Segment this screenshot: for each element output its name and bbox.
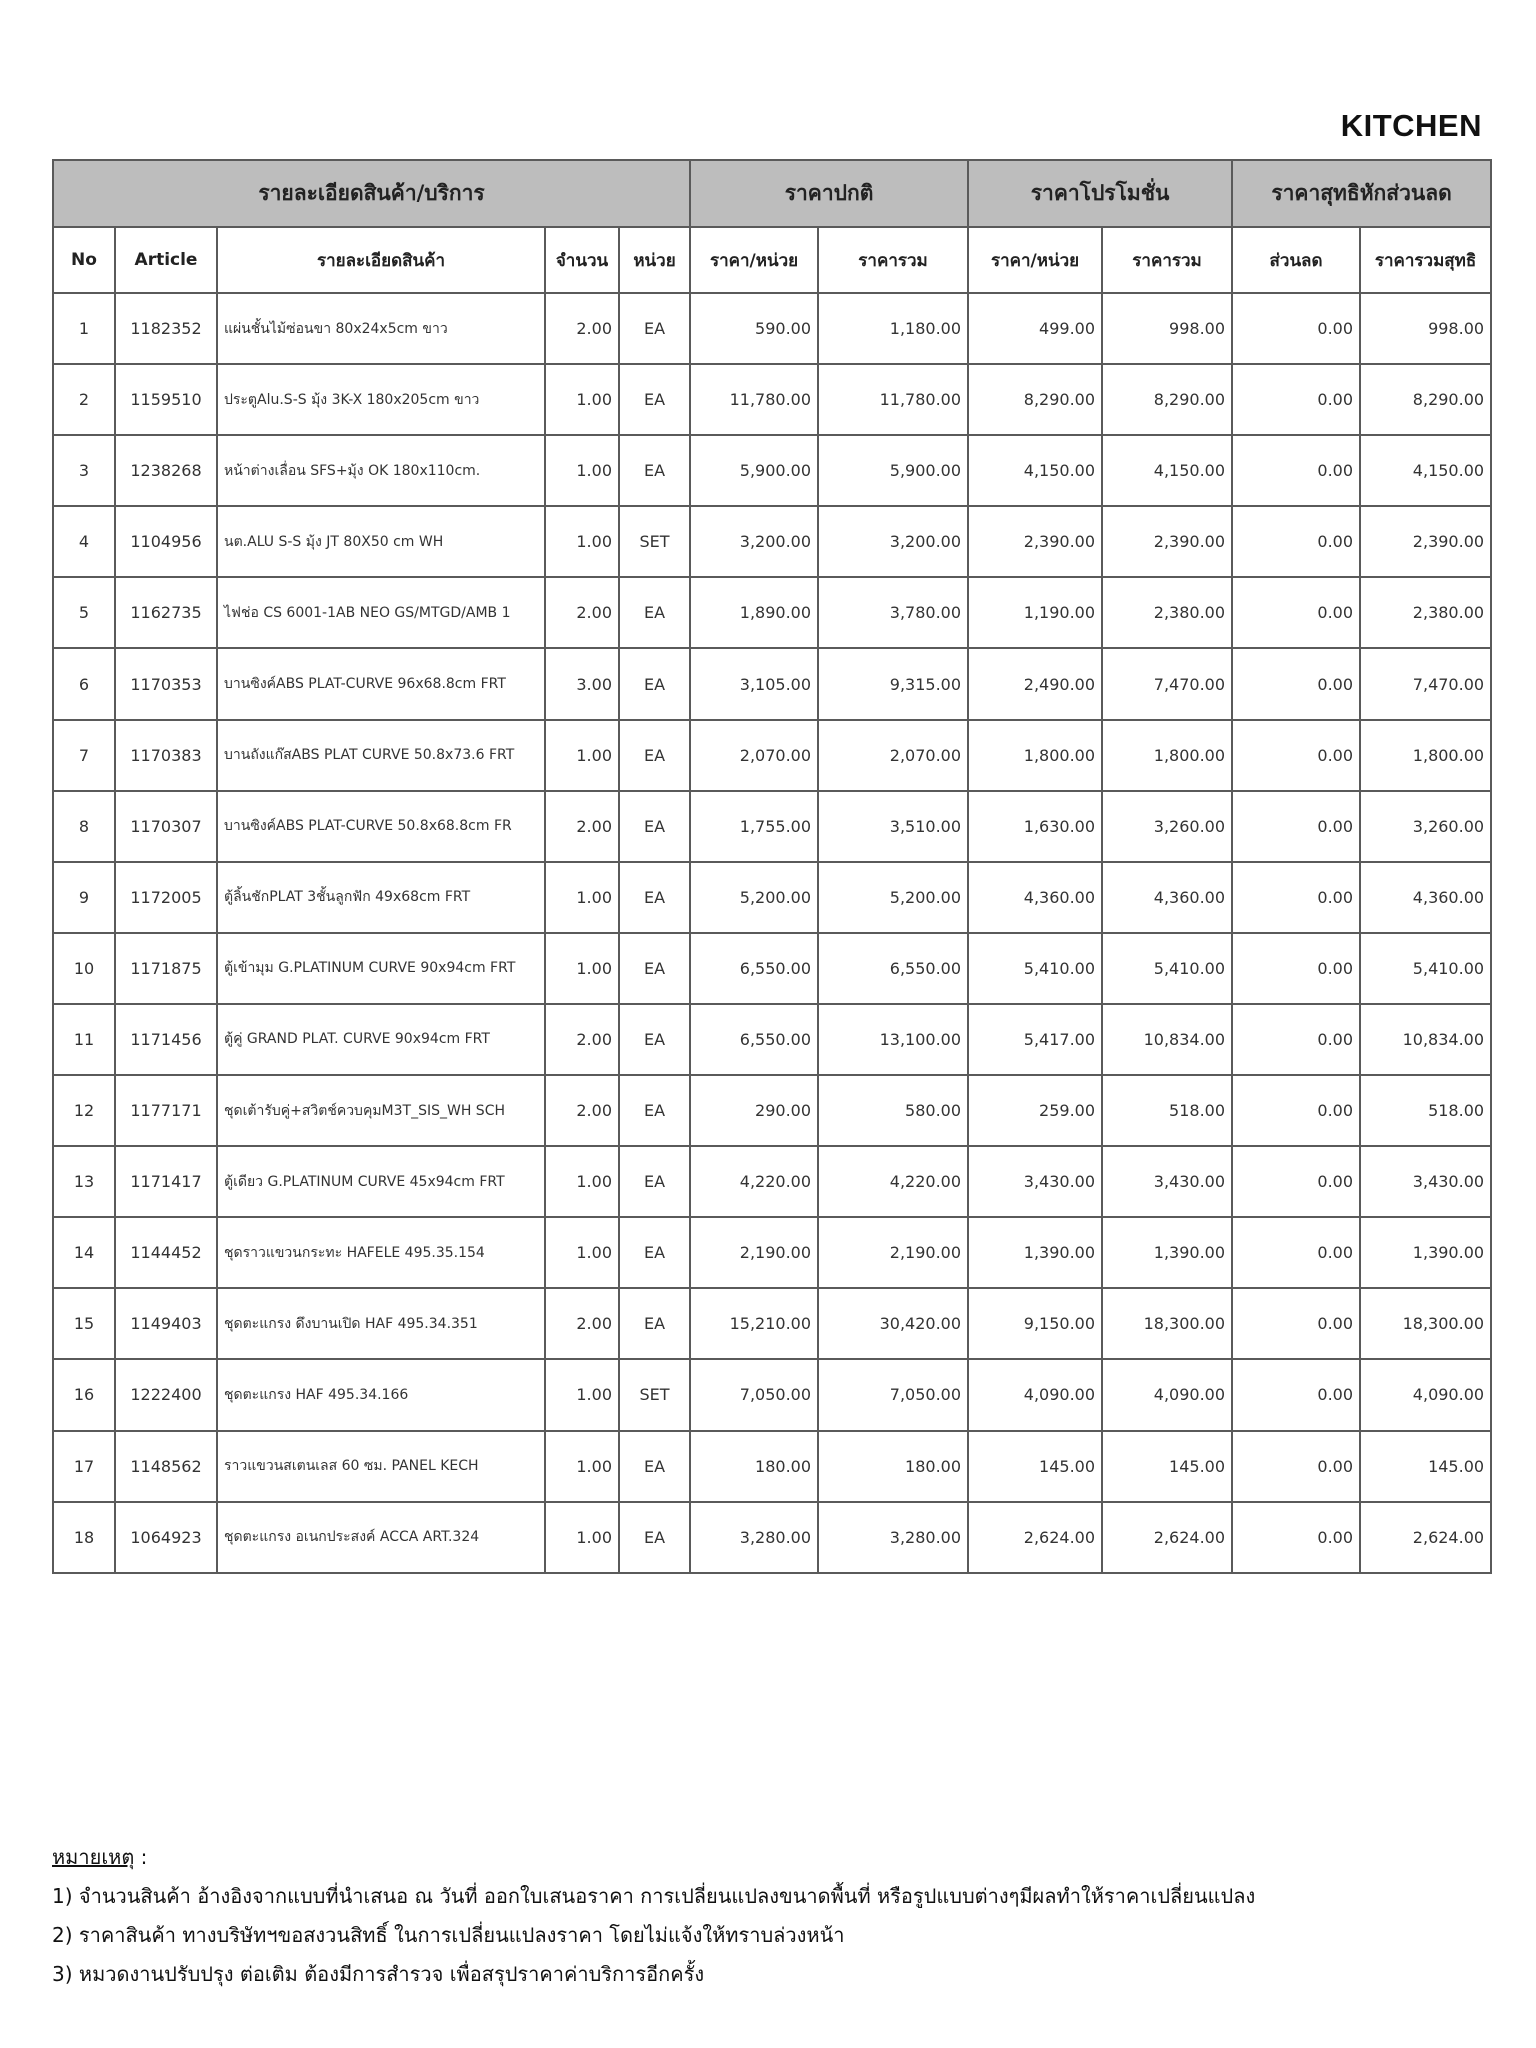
- cell-no: 15: [53, 1288, 115, 1359]
- header-group-details: รายละเอียดสินค้า/บริการ: [53, 160, 690, 227]
- cell-qty: 1.00: [545, 435, 619, 506]
- cell-promo-total: 2,380.00: [1102, 577, 1232, 648]
- cell-normal-total: 30,420.00: [818, 1288, 968, 1359]
- cell-promo-unit-price: 4,150.00: [968, 435, 1102, 506]
- table-row: [53, 1502, 1491, 1573]
- cell-normal-total: 7,050.00: [818, 1359, 968, 1430]
- cell-qty: 3.00: [545, 648, 619, 719]
- cell-promo-unit-price: 2,624.00: [968, 1502, 1102, 1573]
- cell-no: 13: [53, 1146, 115, 1217]
- table-row: [53, 435, 1491, 506]
- cell-article: 1144452: [115, 1217, 217, 1288]
- cell-article: 1149403: [115, 1288, 217, 1359]
- cell-description: นต.ALU S-S มุ้ง JT 80X50 cm WH: [217, 506, 545, 577]
- note-item-3: 3) หมวดงานปรับปรุง ต่อเติม ต้องมีการสำรวจ เพื่อสรุปราคาค่าบริการอีกครั้ง: [52, 1962, 705, 1986]
- cell-normal-total: 3,280.00: [818, 1502, 968, 1573]
- cell-promo-total: 1,390.00: [1102, 1217, 1232, 1288]
- cell-article: 1171875: [115, 933, 217, 1004]
- cell-normal-total: 3,200.00: [818, 506, 968, 577]
- col-header-qty: จำนวน: [545, 227, 619, 293]
- cell-description: ตู้เข้ามุม G.PLATINUM CURVE 90x94cm FRT: [217, 933, 545, 1004]
- col-header-normal-unit-price: ราคา/หน่วย: [690, 227, 818, 293]
- cell-promo-total: 1,800.00: [1102, 720, 1232, 791]
- note-item-2: 2) ราคาสินค้า ทางบริษัทฯขอสงวนสิทธิ์ ในการเปลี่ยนแปลงราคา โดยไม่แจ้งให้ทราบล่วงหน้า: [52, 1923, 845, 1947]
- header-group-normal-price: ราคาปกติ: [690, 160, 968, 227]
- cell-normal-total: 2,190.00: [818, 1217, 968, 1288]
- cell-promo-total: 4,360.00: [1102, 862, 1232, 933]
- table-row: [53, 1217, 1491, 1288]
- cell-net-total: 1,800.00: [1360, 720, 1491, 791]
- cell-unit: EA: [619, 293, 690, 364]
- cell-net-total: 7,470.00: [1360, 648, 1491, 719]
- cell-description: ชุดตะแกรง ดึงบานเปิด HAF 495.34.351: [217, 1288, 545, 1359]
- cell-normal-unit-price: 11,780.00: [690, 364, 818, 435]
- col-header-promo-unit-price: ราคา/หน่วย: [968, 227, 1102, 293]
- notes-colon: :: [134, 1845, 148, 1869]
- cell-article: 1162735: [115, 577, 217, 648]
- cell-no: 12: [53, 1075, 115, 1146]
- cell-description: ไฟช่อ CS 6001-1AB NEO GS/MTGD/AMB 1: [217, 577, 545, 648]
- cell-promo-unit-price: 3,430.00: [968, 1146, 1102, 1217]
- cell-article: 1182352: [115, 293, 217, 364]
- cell-promo-unit-price: 1,390.00: [968, 1217, 1102, 1288]
- cell-qty: 1.00: [545, 720, 619, 791]
- table-row: [53, 648, 1491, 719]
- cell-normal-unit-price: 1,755.00: [690, 791, 818, 862]
- col-header-net-total: ราคารวมสุทธิ: [1360, 227, 1491, 293]
- cell-normal-unit-price: 3,200.00: [690, 506, 818, 577]
- cell-qty: 2.00: [545, 791, 619, 862]
- cell-no: 17: [53, 1431, 115, 1502]
- cell-normal-unit-price: 3,280.00: [690, 1502, 818, 1573]
- table-row: [53, 577, 1491, 648]
- table-row: [53, 506, 1491, 577]
- cell-unit: EA: [619, 648, 690, 719]
- cell-discount: 0.00: [1232, 293, 1360, 364]
- cell-net-total: 8,290.00: [1360, 364, 1491, 435]
- cell-normal-unit-price: 5,200.00: [690, 862, 818, 933]
- cell-qty: 1.00: [545, 933, 619, 1004]
- col-header-unit: หน่วย: [619, 227, 690, 293]
- cell-normal-unit-price: 4,220.00: [690, 1146, 818, 1217]
- cell-description: บานถังแก๊สABS PLAT CURVE 50.8x73.6 FRT: [217, 720, 545, 791]
- cell-promo-total: 3,260.00: [1102, 791, 1232, 862]
- cell-promo-total: 10,834.00: [1102, 1004, 1232, 1075]
- cell-discount: 0.00: [1232, 1146, 1360, 1217]
- cell-net-total: 10,834.00: [1360, 1004, 1491, 1075]
- cell-description: บานซิงค์ABS PLAT-CURVE 50.8x68.8cm FR: [217, 791, 545, 862]
- cell-normal-total: 3,510.00: [818, 791, 968, 862]
- cell-promo-unit-price: 259.00: [968, 1075, 1102, 1146]
- cell-net-total: 5,410.00: [1360, 933, 1491, 1004]
- col-header-discount: ส่วนลด: [1232, 227, 1360, 293]
- cell-net-total: 3,430.00: [1360, 1146, 1491, 1217]
- cell-article: 1172005: [115, 862, 217, 933]
- cell-promo-total: 3,430.00: [1102, 1146, 1232, 1217]
- cell-no: 11: [53, 1004, 115, 1075]
- cell-promo-unit-price: 4,360.00: [968, 862, 1102, 933]
- table-row: [53, 1288, 1491, 1359]
- cell-net-total: 4,150.00: [1360, 435, 1491, 506]
- cell-promo-unit-price: 5,410.00: [968, 933, 1102, 1004]
- cell-qty: 2.00: [545, 1075, 619, 1146]
- table-row: [53, 293, 1491, 364]
- cell-normal-unit-price: 180.00: [690, 1431, 818, 1502]
- cell-no: 6: [53, 648, 115, 719]
- cell-discount: 0.00: [1232, 862, 1360, 933]
- cell-description: ตู้คู่ GRAND PLAT. CURVE 90x94cm FRT: [217, 1004, 545, 1075]
- cell-net-total: 2,390.00: [1360, 506, 1491, 577]
- cell-article: 1177171: [115, 1075, 217, 1146]
- cell-article: 1222400: [115, 1359, 217, 1430]
- cell-discount: 0.00: [1232, 1217, 1360, 1288]
- cell-promo-total: 4,150.00: [1102, 435, 1232, 506]
- cell-qty: 1.00: [545, 1359, 619, 1430]
- cell-discount: 0.00: [1232, 1288, 1360, 1359]
- cell-qty: 2.00: [545, 293, 619, 364]
- cell-discount: 0.00: [1232, 648, 1360, 719]
- cell-description: ชุดเต้ารับคู่+สวิตช์ควบคุมM3T_SIS_WH SCH: [217, 1075, 545, 1146]
- cell-description: บานซิงค์ABS PLAT-CURVE 96x68.8cm FRT: [217, 648, 545, 719]
- table-row: [53, 933, 1491, 1004]
- cell-unit: EA: [619, 1004, 690, 1075]
- col-header-description: รายละเอียดสินค้า: [217, 227, 545, 293]
- cell-description: แผ่นชั้นไม้ซ่อนขา 80x24x5cm ขาว: [217, 293, 545, 364]
- cell-normal-total: 5,900.00: [818, 435, 968, 506]
- cell-net-total: 1,390.00: [1360, 1217, 1491, 1288]
- cell-promo-unit-price: 2,390.00: [968, 506, 1102, 577]
- cell-unit: EA: [619, 1217, 690, 1288]
- cell-promo-unit-price: 499.00: [968, 293, 1102, 364]
- header-group-row: [53, 160, 1491, 227]
- cell-promo-unit-price: 145.00: [968, 1431, 1102, 1502]
- cell-normal-unit-price: 290.00: [690, 1075, 818, 1146]
- cell-no: 5: [53, 577, 115, 648]
- cell-normal-total: 3,780.00: [818, 577, 968, 648]
- col-header-normal-total: ราคารวม: [818, 227, 968, 293]
- cell-net-total: 4,090.00: [1360, 1359, 1491, 1430]
- cell-no: 4: [53, 506, 115, 577]
- cell-normal-unit-price: 590.00: [690, 293, 818, 364]
- notes-heading: หมายเหตุ: [52, 1845, 135, 1869]
- cell-unit: EA: [619, 577, 690, 648]
- cell-description: ชุดราวแขวนกระทะ HAFELE 495.35.154: [217, 1217, 545, 1288]
- cell-normal-unit-price: 2,190.00: [690, 1217, 818, 1288]
- cell-unit: EA: [619, 1075, 690, 1146]
- table-row: [53, 1004, 1491, 1075]
- cell-unit: EA: [619, 862, 690, 933]
- cell-net-total: 145.00: [1360, 1431, 1491, 1502]
- cell-discount: 0.00: [1232, 1004, 1360, 1075]
- cell-article: 1170383: [115, 720, 217, 791]
- cell-article: 1171456: [115, 1004, 217, 1075]
- table-row: [53, 720, 1491, 791]
- cell-normal-unit-price: 6,550.00: [690, 933, 818, 1004]
- cell-qty: 1.00: [545, 1146, 619, 1217]
- cell-no: 1: [53, 293, 115, 364]
- table-row: [53, 364, 1491, 435]
- cell-promo-total: 998.00: [1102, 293, 1232, 364]
- cell-no: 18: [53, 1502, 115, 1573]
- cell-discount: 0.00: [1232, 506, 1360, 577]
- cell-normal-total: 11,780.00: [818, 364, 968, 435]
- cell-qty: 1.00: [545, 1431, 619, 1502]
- cell-normal-total: 580.00: [818, 1075, 968, 1146]
- table-row: [53, 1146, 1491, 1217]
- cell-promo-total: 2,624.00: [1102, 1502, 1232, 1573]
- table-row: [53, 862, 1491, 933]
- cell-discount: 0.00: [1232, 364, 1360, 435]
- cell-article: 1238268: [115, 435, 217, 506]
- cell-unit: SET: [619, 1359, 690, 1430]
- cell-promo-total: 8,290.00: [1102, 364, 1232, 435]
- cell-promo-unit-price: 1,190.00: [968, 577, 1102, 648]
- cell-net-total: 3,260.00: [1360, 791, 1491, 862]
- cell-description: ตู้ลิ้นชักPLAT 3ชั้นลูกฟัก 49x68cm FRT: [217, 862, 545, 933]
- cell-normal-total: 9,315.00: [818, 648, 968, 719]
- cell-article: 1171417: [115, 1146, 217, 1217]
- cell-no: 16: [53, 1359, 115, 1430]
- cell-normal-total: 1,180.00: [818, 293, 968, 364]
- cell-no: 2: [53, 364, 115, 435]
- cell-promo-unit-price: 8,290.00: [968, 364, 1102, 435]
- cell-normal-total: 180.00: [818, 1431, 968, 1502]
- cell-unit: EA: [619, 1146, 690, 1217]
- cell-discount: 0.00: [1232, 1075, 1360, 1146]
- cell-net-total: 518.00: [1360, 1075, 1491, 1146]
- cell-unit: EA: [619, 435, 690, 506]
- cell-unit: EA: [619, 720, 690, 791]
- cell-no: 10: [53, 933, 115, 1004]
- cell-normal-unit-price: 7,050.00: [690, 1359, 818, 1430]
- cell-discount: 0.00: [1232, 435, 1360, 506]
- cell-normal-unit-price: 3,105.00: [690, 648, 818, 719]
- cell-qty: 1.00: [545, 1217, 619, 1288]
- cell-article: 1104956: [115, 506, 217, 577]
- cell-discount: 0.00: [1232, 577, 1360, 648]
- table-row: [53, 791, 1491, 862]
- col-header-promo-total: ราคารวม: [1102, 227, 1232, 293]
- cell-normal-unit-price: 5,900.00: [690, 435, 818, 506]
- cell-normal-total: 4,220.00: [818, 1146, 968, 1217]
- cell-unit: SET: [619, 506, 690, 577]
- cell-qty: 2.00: [545, 577, 619, 648]
- cell-discount: 0.00: [1232, 720, 1360, 791]
- cell-net-total: 2,380.00: [1360, 577, 1491, 648]
- cell-article: 1148562: [115, 1431, 217, 1502]
- cell-normal-total: 5,200.00: [818, 862, 968, 933]
- cell-discount: 0.00: [1232, 791, 1360, 862]
- cell-unit: EA: [619, 364, 690, 435]
- cell-description: ชุดตะแกรง HAF 495.34.166: [217, 1359, 545, 1430]
- cell-promo-unit-price: 4,090.00: [968, 1359, 1102, 1430]
- cell-qty: 1.00: [545, 862, 619, 933]
- cell-promo-total: 2,390.00: [1102, 506, 1232, 577]
- cell-net-total: 2,624.00: [1360, 1502, 1491, 1573]
- cell-article: 1064923: [115, 1502, 217, 1573]
- cell-article: 1170353: [115, 648, 217, 719]
- cell-qty: 1.00: [545, 1502, 619, 1573]
- cell-no: 3: [53, 435, 115, 506]
- cell-unit: EA: [619, 1288, 690, 1359]
- cell-description: ประตูAlu.S-S มุ้ง 3K-X 180x205cm ขาว: [217, 364, 545, 435]
- cell-description: ราวแขวนสเตนเลส 60 ซม. PANEL KECH: [217, 1431, 545, 1502]
- notes-section: [52, 1838, 1255, 1994]
- table-body: [53, 293, 1491, 1573]
- header-group-net-price: ราคาสุทธิหักส่วนลด: [1232, 160, 1491, 227]
- cell-discount: 0.00: [1232, 1431, 1360, 1502]
- cell-no: 9: [53, 862, 115, 933]
- table-row: [53, 1431, 1491, 1502]
- cell-normal-unit-price: 1,890.00: [690, 577, 818, 648]
- cell-promo-total: 18,300.00: [1102, 1288, 1232, 1359]
- cell-discount: 0.00: [1232, 1359, 1360, 1430]
- cell-promo-total: 4,090.00: [1102, 1359, 1232, 1430]
- cell-no: 8: [53, 791, 115, 862]
- cell-normal-unit-price: 2,070.00: [690, 720, 818, 791]
- cell-normal-total: 2,070.00: [818, 720, 968, 791]
- note-item-1: 1) จำนวนสินค้า อ้างอิงจากแบบที่นำเสนอ ณ วันที่ ออกใบเสนอราคา การเปลี่ยนแปลงขนาดพื้นที่ หรือรูปแบบต่างๆมีผลทำให้ราคาเปลี่ยนแปลง: [52, 1884, 1256, 1908]
- cell-promo-total: 145.00: [1102, 1431, 1232, 1502]
- cell-no: 14: [53, 1217, 115, 1288]
- cell-normal-total: 13,100.00: [818, 1004, 968, 1075]
- cell-normal-unit-price: 15,210.00: [690, 1288, 818, 1359]
- cell-normal-total: 6,550.00: [818, 933, 968, 1004]
- cell-qty: 2.00: [545, 1288, 619, 1359]
- cell-article: 1170307: [115, 791, 217, 862]
- col-header-no: No: [53, 227, 115, 293]
- cell-article: 1159510: [115, 364, 217, 435]
- cell-promo-unit-price: 1,630.00: [968, 791, 1102, 862]
- cell-discount: 0.00: [1232, 933, 1360, 1004]
- cell-net-total: 998.00: [1360, 293, 1491, 364]
- cell-promo-total: 518.00: [1102, 1075, 1232, 1146]
- cell-unit: EA: [619, 1502, 690, 1573]
- cell-unit: EA: [619, 933, 690, 1004]
- cell-description: ตู้เดียว G.PLATINUM CURVE 45x94cm FRT: [217, 1146, 545, 1217]
- page-title: KITCHEN: [1340, 108, 1482, 143]
- cell-promo-unit-price: 2,490.00: [968, 648, 1102, 719]
- cell-description: หน้าต่างเลื่อน SFS+มุ้ง OK 180x110cm.: [217, 435, 545, 506]
- cell-promo-unit-price: 5,417.00: [968, 1004, 1102, 1075]
- cell-promo-total: 7,470.00: [1102, 648, 1232, 719]
- cell-normal-unit-price: 6,550.00: [690, 1004, 818, 1075]
- header-column-row: [53, 227, 1491, 293]
- quotation-table: [52, 159, 1492, 1574]
- cell-qty: 1.00: [545, 506, 619, 577]
- cell-no: 7: [53, 720, 115, 791]
- cell-unit: EA: [619, 791, 690, 862]
- cell-promo-total: 5,410.00: [1102, 933, 1232, 1004]
- cell-discount: 0.00: [1232, 1502, 1360, 1573]
- cell-net-total: 18,300.00: [1360, 1288, 1491, 1359]
- table-row: [53, 1359, 1491, 1430]
- header-group-promo-price: ราคาโปรโมชั่น: [968, 160, 1232, 227]
- cell-unit: EA: [619, 1431, 690, 1502]
- cell-net-total: 4,360.00: [1360, 862, 1491, 933]
- cell-description: ชุดตะแกรง อเนกประสงค์ ACCA ART.324: [217, 1502, 545, 1573]
- cell-promo-unit-price: 9,150.00: [968, 1288, 1102, 1359]
- table-row: [53, 1075, 1491, 1146]
- col-header-article: Article: [115, 227, 217, 293]
- cell-promo-unit-price: 1,800.00: [968, 720, 1102, 791]
- cell-qty: 2.00: [545, 1004, 619, 1075]
- cell-qty: 1.00: [545, 364, 619, 435]
